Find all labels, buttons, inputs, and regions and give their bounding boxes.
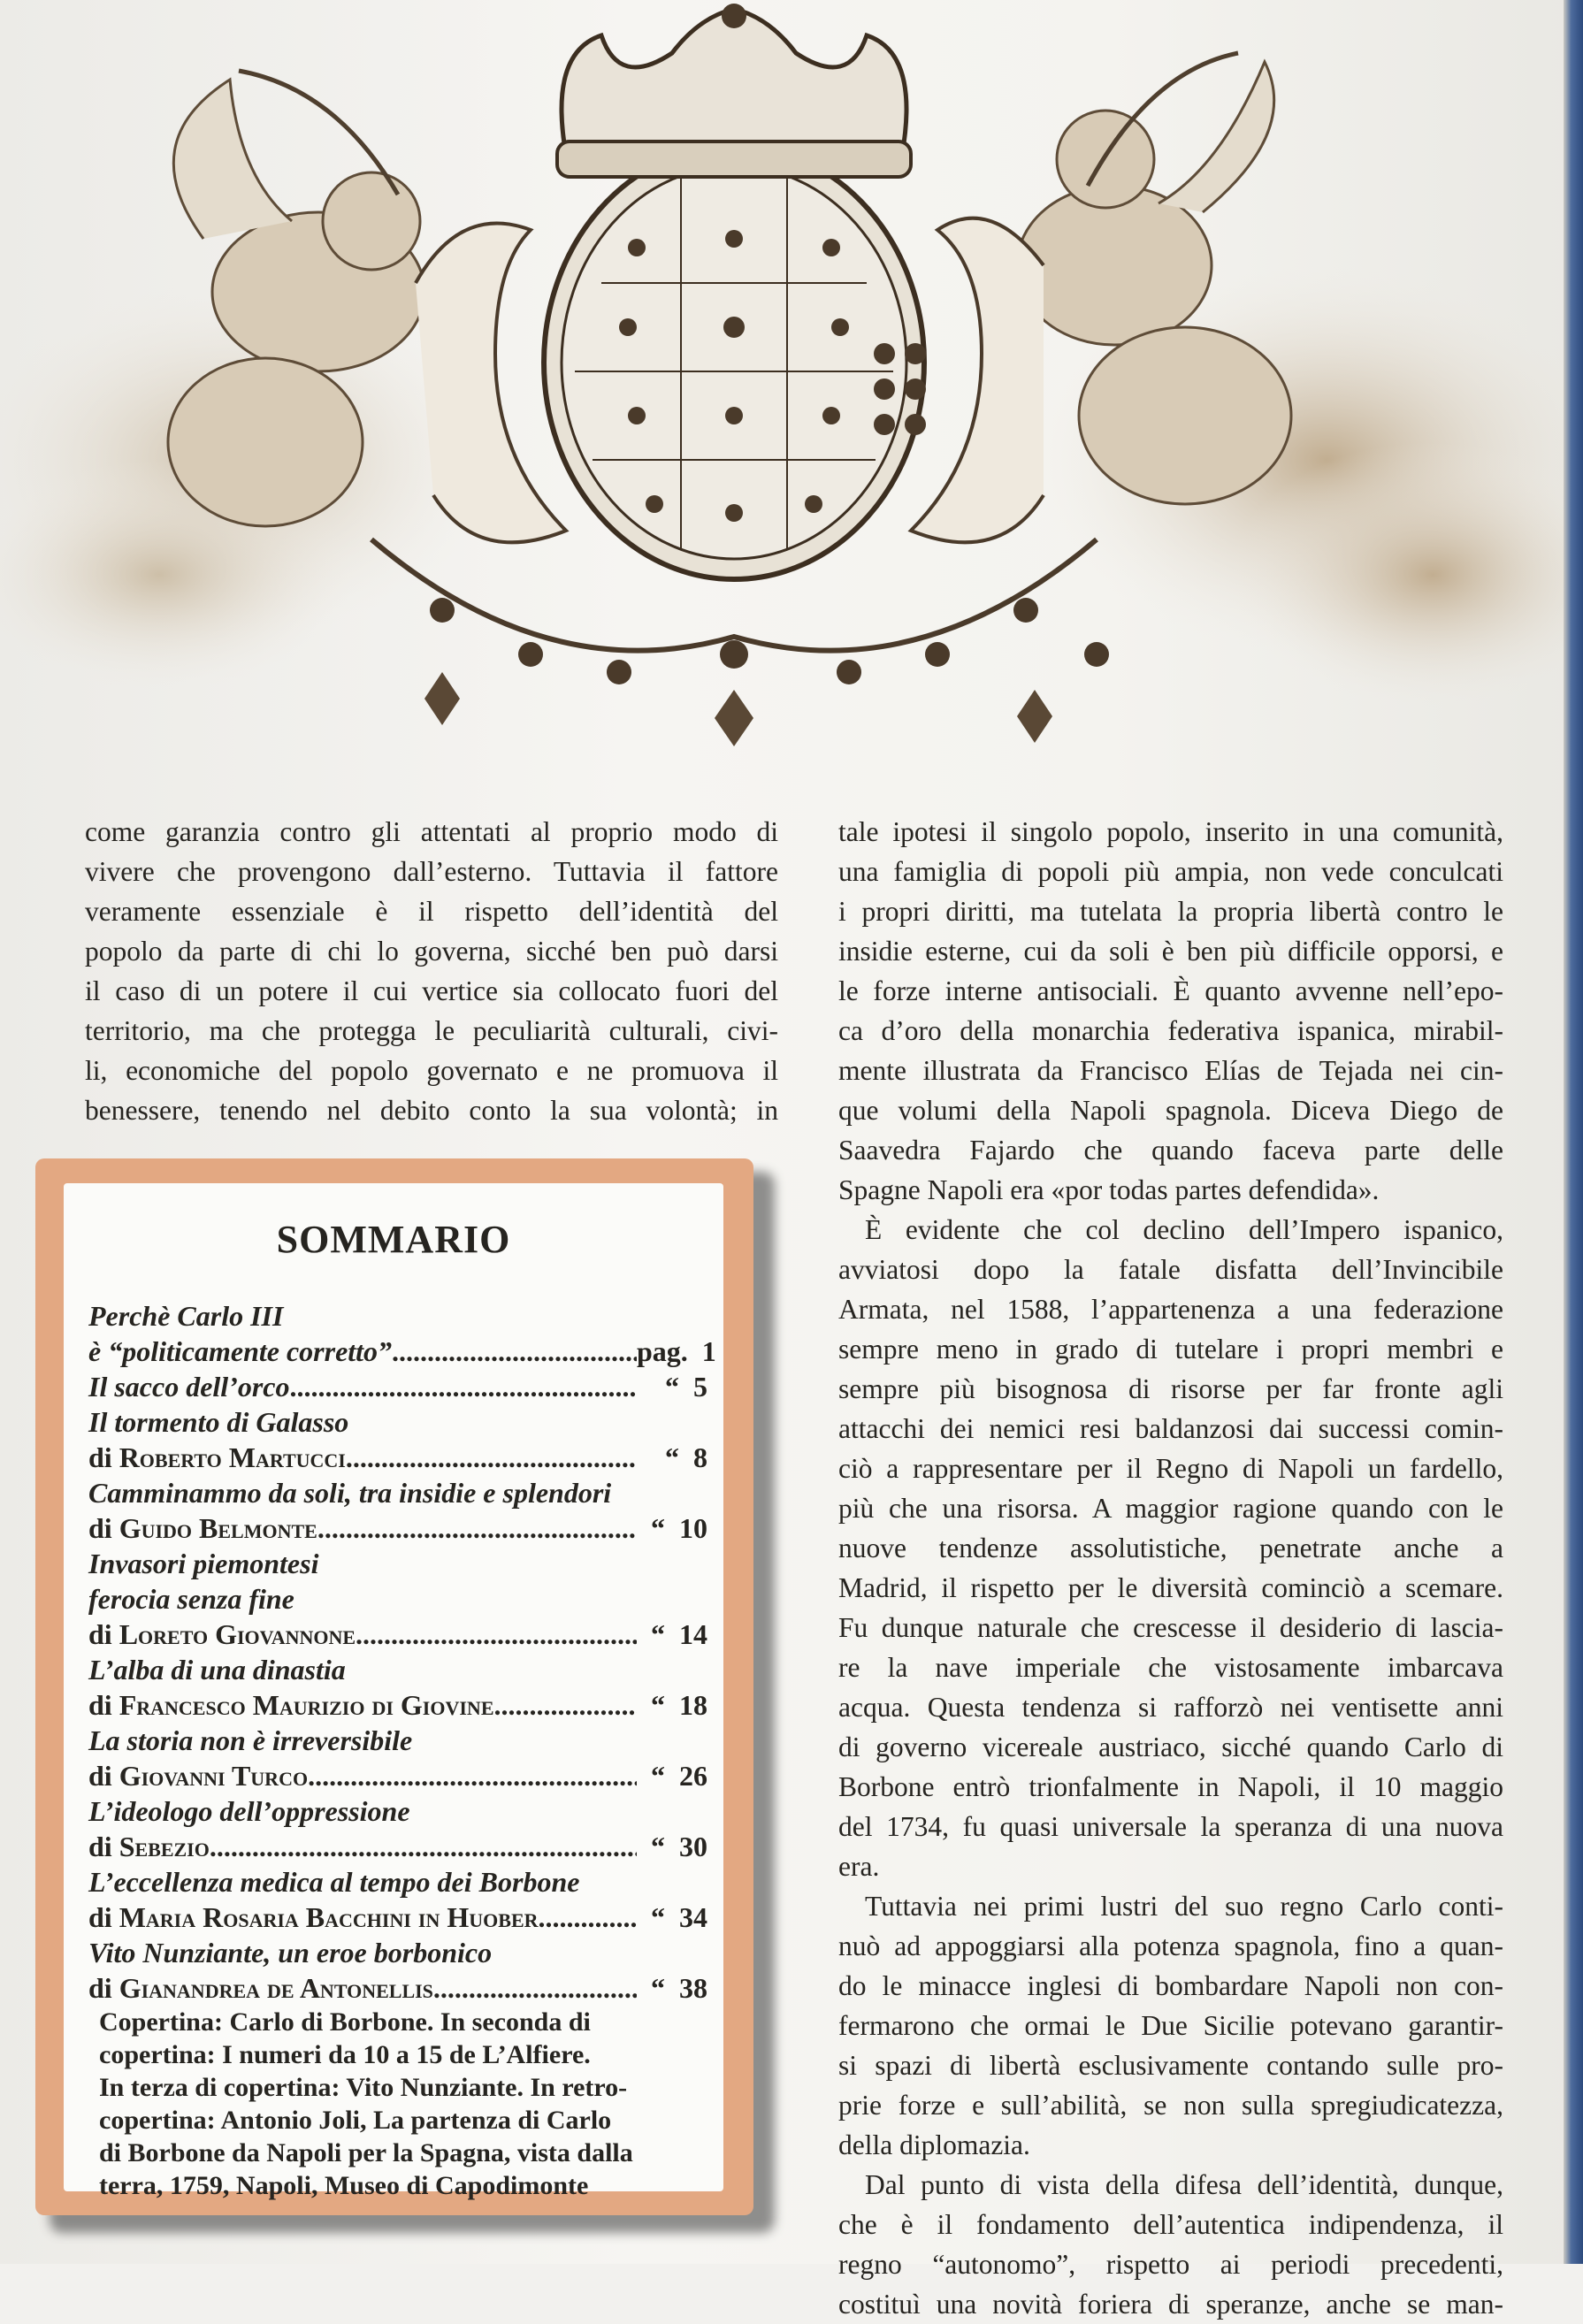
leader-dots [392, 1334, 637, 1369]
leader-dots [539, 1900, 637, 1935]
summary-entry-title: Camminammo da soli, tra insidie e splendori [88, 1477, 612, 1509]
text-line: della diplomazia. [838, 2129, 1030, 2160]
text-line: tale ipotesi il singolo popolo, inserito in una comunità, [838, 816, 1503, 847]
leader-dots [433, 1970, 637, 2006]
leader-dots [494, 1687, 638, 1723]
text-line: una famiglia di popoli più ampia, non vede conculcati [838, 856, 1503, 887]
summary-entry-author: Maria Rosaria Bacchini in Huober [119, 1901, 539, 1933]
text-line: vivere che provengono dall’esterno. Tuttavia il fattore [85, 856, 778, 887]
author-prefix: di [88, 1689, 119, 1721]
paragraph-2 [838, 1210, 1503, 1886]
summary-entry-author: Loreto Giovannone [119, 1618, 356, 1650]
paragraph-1 [838, 812, 1503, 1210]
text-line: di governo vicereale austriaco, sicché quando Carlo di [838, 1732, 1503, 1762]
author-prefix: di [88, 1901, 119, 1933]
text-line: si spazi di libertà esclusivamente contando sulle pro- [838, 2050, 1503, 2081]
summary-entry-page: pag. 1 [637, 1335, 716, 1367]
summary-list [88, 1298, 716, 2006]
text-line: del 1734, fu quasi universale la speranza di una nuova [838, 1811, 1503, 1842]
text-line: attacchi dei nemici resi baldanzosi dai successi comin- [838, 1413, 1503, 1444]
text-line: i propri diritti, ma tutelata la propria libertà contro le [838, 896, 1503, 927]
text-line: do le minacce inglesi di bombardare Napoli non con- [838, 1970, 1503, 2001]
text-line: Armata, nel 1588, l’appartenenza a una federazione [838, 1294, 1503, 1325]
summary-entry-title: è “politicamente corretto” [88, 1335, 393, 1367]
text-line: Dal punto di vista della difesa dell’identità, dunque, [865, 2169, 1503, 2200]
summary-entry [88, 1652, 707, 1723]
text-line: Madrid, il rispetto per le diversità cominciò a scemare. [838, 1572, 1503, 1603]
summary-entry-title: Vito Nunziante, un eroe borbonico [88, 1937, 493, 1969]
summary-entry [88, 1935, 707, 2006]
summary-entry-page: “ 38 [651, 1972, 707, 2004]
text-line: Fu dunque naturale che crescesse il desiderio di lascia- [838, 1612, 1503, 1643]
text-line: il caso di un potere il cui vertice sia collocato fuori del [85, 975, 778, 1006]
summary-entry-title: Invasori piemontesi [88, 1548, 319, 1579]
text-line: que volumi della Napoli spagnola. Diceva Diego de [838, 1095, 1503, 1126]
summary-box [35, 1158, 753, 2215]
text-line: re la nave imperiale che vistosamente imbarcava [838, 1652, 1503, 1683]
summary-entry-row [88, 1510, 707, 1546]
credit-line: In terza di copertina: Vito Nunziante. In retro- [99, 2073, 628, 2102]
summary-entry-row [88, 1617, 707, 1652]
text-line: Spagne Napoli era «por todas partes defendida». [838, 1174, 1380, 1205]
author-prefix: di [88, 1760, 119, 1792]
left-text-column [85, 812, 778, 1130]
summary-entry-author: Guido Belmonte [119, 1512, 317, 1544]
text-line: costituì una novità foriera di speranze, anche se man- [838, 2289, 1503, 2320]
text-line: Saavedra Fajardo che quando faceva parte delle [838, 1135, 1503, 1166]
summary-entry-row [88, 1440, 707, 1475]
credit-line: di Borbone da Napoli per la Spagna, vista dalla [99, 2138, 633, 2167]
summary-entry-row [88, 1369, 707, 1404]
summary-entry [88, 1723, 707, 1793]
text-line: Tuttavia nei primi lustri del suo regno Carlo conti- [865, 1891, 1503, 1922]
text-line: acqua. Questa tendenza si rafforzò nei ventisette anni [838, 1692, 1503, 1723]
summary-entry-title: L’eccellenza medica al tempo dei Borbone [88, 1866, 580, 1898]
text-line: che è il fondamento dell’autentica indipendenza, il [838, 2209, 1503, 2240]
cover-credits [99, 2006, 700, 2202]
text-line: nuò ad appoggiarsi alla potenza spagnola, fino a quan- [838, 1930, 1503, 1961]
text-line: ciò a rappresentare per il Regno di Napoli un fardello, [838, 1453, 1503, 1484]
text-line: popolo da parte di chi lo governa, sicché ben può darsi [85, 936, 778, 967]
text-line: li, economiche del popolo governato e ne promuova il [85, 1055, 778, 1086]
coat-of-arms-engraving [0, 0, 1583, 778]
paragraph-3 [838, 1886, 1503, 2165]
text-line: territorio, ma che protegga le peculiarità culturali, civi- [85, 1015, 778, 1046]
text-line: più che una risorsa. A maggior ragione quando con le [838, 1493, 1503, 1524]
summary-entry-page: “ 34 [651, 1901, 707, 1933]
leader-dots [210, 1829, 637, 1864]
right-text-column [838, 812, 1503, 2324]
summary-entry-title: L’alba di una dinastia [88, 1654, 346, 1686]
text-line: prie forze e sull’abilità, se non sulla spregiudicatezza, [838, 2090, 1503, 2121]
summary-entry-title: Il sacco dell’orco [88, 1371, 290, 1403]
summary-entry-title: Perchè Carlo III [88, 1300, 284, 1332]
summary-entry-title: La storia non è irreversibile [88, 1724, 413, 1756]
summary-entry [88, 1793, 707, 1864]
credit-line: terra, 1759, Napoli, Museo di Capodimonte [99, 2171, 589, 2200]
summary-entry [88, 1298, 716, 1369]
text-line: nuove tendenze assolutistiche, penetrate anche a [838, 1533, 1503, 1563]
text-line: avviatosi dopo la fatale disfatta dell’Invincibile [838, 1254, 1503, 1285]
summary-title: SOMMARIO [276, 1218, 511, 1261]
binder-edge [1564, 0, 1583, 2264]
summary-entry-author: Roberto Martucci [119, 1441, 346, 1473]
author-prefix: di [88, 1618, 119, 1650]
text-line: insidie esterne, cui da soli è ben più difficile opporsi, e [838, 936, 1503, 967]
leader-dots [346, 1440, 637, 1475]
text-line: regno “autonomo”, rispetto ai periodi precedenti, [838, 2249, 1503, 2280]
summary-entry-page: “ 18 [651, 1689, 707, 1721]
summary-entry-row [88, 1970, 707, 2006]
summary-entry-row [88, 1900, 707, 1935]
summary-entry-page: “ 10 [651, 1512, 707, 1544]
credit-line: Copertina: Carlo di Borbone. In seconda di [99, 2007, 591, 2037]
summary-entry [88, 1546, 707, 1652]
text-line: mente illustrata da Francisco Elías de Tejada nei cin- [838, 1055, 1503, 1086]
leader-dots [317, 1510, 637, 1546]
summary-entry-page: “ 30 [651, 1831, 707, 1862]
text-line: fermarono che ormai le Due Sicilie potevano garantir- [838, 2010, 1503, 2041]
summary-entry-author: Sebezio [119, 1831, 210, 1862]
author-prefix: di [88, 1831, 119, 1862]
summary-entry-author: Giovanni Turco [119, 1760, 309, 1792]
text-line: benessere, tenendo nel debito conto la sua volontà; in [85, 1095, 778, 1126]
summary-entry-page: “ 8 [665, 1441, 707, 1473]
summary-entry-row [88, 1334, 716, 1369]
author-prefix: di [88, 1441, 119, 1473]
text-line: come garanzia contro gli attentati al proprio modo di [85, 816, 778, 847]
summary-entry-page: “ 14 [651, 1618, 707, 1650]
leader-dots [356, 1617, 637, 1652]
text-line: veramente essenziale è il rispetto dell’identità del [85, 896, 778, 927]
author-prefix: di [88, 1972, 119, 2004]
credit-line: copertina: Antonio Joli, La partenza di Carlo [99, 2106, 612, 2135]
text-line: era. [838, 1851, 880, 1882]
text-line: ca d’oro della monarchia federativa ispanica, mirabil- [838, 1015, 1503, 1046]
paragraph-4 [838, 2165, 1503, 2324]
text-line: le forze interne antisociali. È quanto avvenne nell’epo- [838, 975, 1503, 1006]
summary-entry-author: Francesco Maurizio di Giovine [119, 1689, 494, 1721]
leader-dots [308, 1758, 637, 1793]
author-prefix: di [88, 1512, 119, 1544]
text-line: sempre più bisognosa di risorse per far fronte agli [838, 1373, 1503, 1404]
text-line: Borbone entrò trionfalmente in Napoli, il 10 maggio [838, 1771, 1503, 1802]
summary-entry-row [88, 1829, 707, 1864]
text-line: sempre meno in grado di tutelare i propri membri e [838, 1334, 1503, 1365]
summary-entry-author: Gianandrea de Antonellis [119, 1972, 433, 2004]
summary-entry-row [88, 1758, 707, 1793]
summary-inner [64, 1183, 723, 2200]
leader-dots [290, 1369, 638, 1404]
summary-entry-title: ferocia senza fine [88, 1583, 294, 1615]
summary-entry-title: L’ideologo dell’oppressione [88, 1795, 410, 1827]
summary-entry-row [88, 1687, 707, 1723]
summary-entry [88, 1475, 707, 1546]
summary-entry [88, 1404, 707, 1475]
summary-entry-page: “ 5 [665, 1371, 707, 1403]
summary-entry [88, 1369, 707, 1404]
summary-entry [88, 1864, 707, 1935]
text-line: È evidente che col declino dell’Impero ispanico, [865, 1214, 1503, 1245]
summary-entry-title: Il tormento di Galasso [88, 1406, 349, 1438]
credit-line: copertina: I numeri da 10 a 15 de L’Alfiere. [99, 2040, 591, 2069]
summary-entry-page: “ 26 [651, 1760, 707, 1792]
